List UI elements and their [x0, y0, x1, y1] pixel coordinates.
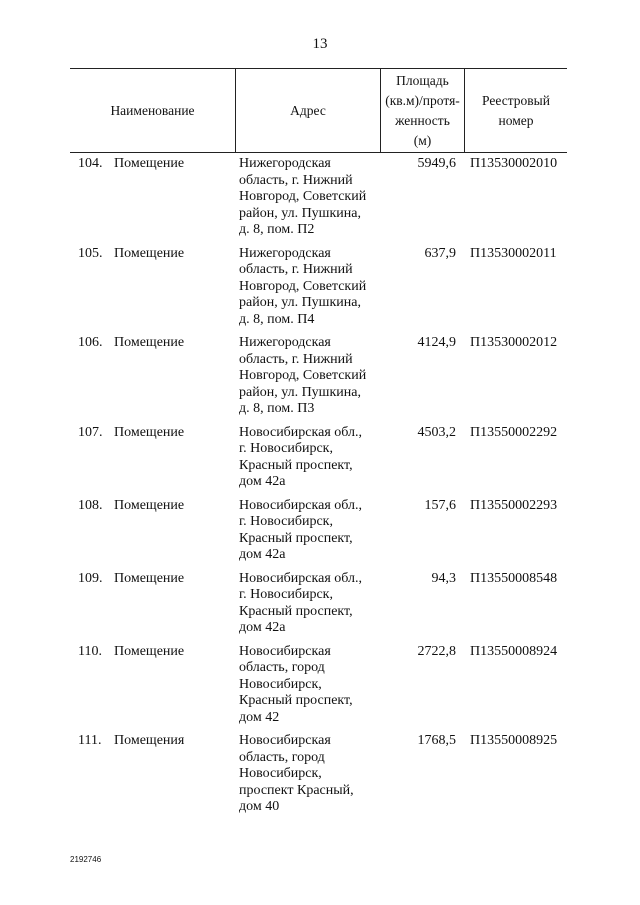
table-row	[70, 331, 567, 421]
row-name: Помещения	[114, 733, 185, 748]
table-row	[70, 640, 567, 730]
row-registry: П13550008924	[470, 643, 558, 659]
row-address: Нижегородская область, г. Нижний Новгород, Советский район, ул. Пушкина, д. 8, пом. П3	[239, 335, 367, 416]
row-registry: П13550008548	[470, 570, 558, 586]
table-header	[70, 68, 567, 153]
row-area: 5949,6	[417, 156, 456, 171]
row-area: 4124,9	[417, 335, 456, 350]
header-registry: Реестровый номер	[482, 92, 550, 128]
row-registry: П13530002011	[470, 245, 557, 261]
row-number: 104.	[78, 156, 103, 171]
row-registry: П13530002010	[470, 156, 558, 171]
row-registry: П13550002292	[470, 424, 558, 440]
row-name: Помещение	[114, 570, 185, 586]
row-number: 107.	[78, 424, 103, 440]
header-address: Адрес	[290, 102, 326, 118]
row-name: Помещение	[114, 643, 185, 659]
table-row	[70, 152, 567, 242]
row-registry: П13530002012	[470, 335, 558, 350]
row-name: Помещение	[114, 497, 185, 513]
row-number: 105.	[78, 245, 103, 261]
row-address: Нижегородская область, г. Нижний Новгород, Советский район, ул. Пушкина, д. 8, пом. П2	[239, 156, 367, 237]
row-address: Новосибирская область, город Новосибирск, Красный проспект, дом 42	[239, 643, 353, 725]
row-address: Новосибирская обл., г. Новосибирск, Красный проспект, дом 42а	[239, 570, 363, 635]
row-area: 637,9	[424, 245, 456, 261]
row-name: Помещение	[114, 335, 185, 350]
table-row	[70, 567, 567, 640]
table-row	[70, 242, 567, 332]
row-number: 109.	[78, 570, 103, 586]
row-address: Новосибирская обл., г. Новосибирск, Красный проспект, дом 42а	[239, 497, 363, 562]
row-area: 4503,2	[417, 424, 456, 440]
row-area: 1768,5	[417, 733, 456, 748]
row-area: 157,6	[424, 497, 456, 513]
row-number: 110.	[78, 643, 102, 659]
row-number: 106.	[78, 335, 103, 350]
table-row	[70, 494, 567, 567]
row-registry: П13550008925	[470, 733, 558, 748]
row-registry: П13550002293	[470, 497, 558, 513]
row-area: 94,3	[431, 570, 456, 586]
row-address: Нижегородская область, г. Нижний Новгород, Советский район, ул. Пушкина, д. 8, пом. П4	[239, 245, 367, 327]
document-code: 2192746	[70, 855, 102, 864]
table-row	[70, 421, 567, 494]
row-area: 2722,8	[417, 643, 456, 659]
row-address: Новосибирская область, город Новосибирск, проспект Красный, дом 40	[239, 733, 354, 814]
row-name: Помещение	[114, 156, 185, 171]
header-area: Площадь (кв.м)/протя- женность (м)	[385, 72, 460, 148]
row-number: 111.	[78, 733, 102, 748]
table-body	[70, 152, 567, 819]
table-row	[70, 729, 567, 819]
row-name: Помещение	[114, 245, 185, 261]
page-number: 13	[312, 36, 328, 52]
header-name: Наименование	[110, 102, 195, 118]
row-address: Новосибирская обл., г. Новосибирск, Красный проспект, дом 42а	[239, 424, 363, 489]
row-number: 108.	[78, 497, 103, 513]
row-name: Помещение	[114, 424, 185, 440]
